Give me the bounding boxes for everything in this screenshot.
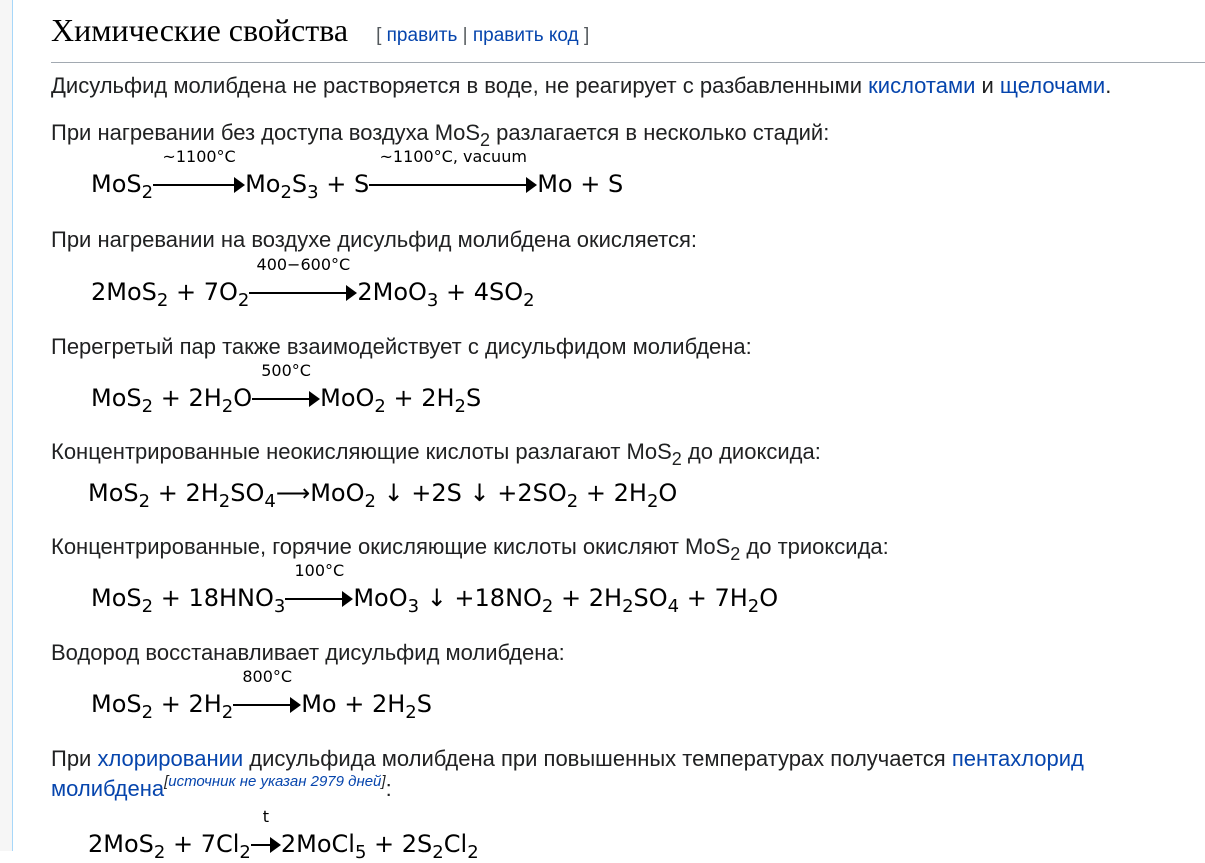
section-title: Химические свойства — [51, 12, 349, 48]
edit-code-link[interactable]: править код — [472, 25, 579, 46]
reaction-arrow: t — [251, 833, 281, 857]
equation-decomposition: MoS$_2$ ~1100°C $Mo_2S_3 + S$ ~1100°C, vacuum Mo + S — [91, 147, 624, 203]
edit-link[interactable]: править — [386, 25, 458, 46]
section-heading — [51, 10, 1205, 63]
left-border — [0, 0, 13, 851]
citation-needed: [источник не указан 2979 дней] — [164, 773, 386, 790]
reaction-arrow: 100°C — [285, 587, 353, 611]
edit-section-links: [ править | править код ] — [376, 25, 590, 46]
equation-chlorination: $2MoS_2 + 7Cl_2$ t 2MoCl$_5$ + $2S_2Cl_2$ — [88, 807, 479, 863]
equation-nonoxidizing-acids: $MoS_2 + 2H_2SO_4⟶MoO_2$ ↓ +2S ↓ $+2SO_2 + 2H_2O$ — [88, 479, 678, 512]
paragraph-oxidation: При нагревании на воздухе дисульфид молибдена окисляется: — [51, 227, 698, 252]
reaction-arrow: ⟶ — [275, 479, 311, 507]
equation-oxidation: $2MoS_2 + 7O_2$ 400−600°C $2MoO_3 + 4SO_2$ — [91, 255, 535, 311]
paragraph-solubility: Дисульфид молибдена не растворяется в воде, не реагирует с разбавленными кислотами и щелочами. — [51, 73, 1112, 98]
paragraph-nonoxidizing-acids: Концентрированные неокисляющие кислоты разлагают MoS$_2$ до диоксида: — [51, 439, 821, 469]
equation-oxidizing-acids: $MoS_2 + 18HNO_3$ 100°C MoO$_3$ ↓ $+18NO_2 + 2H_2SO_4 + 7H_2O$ — [91, 561, 779, 617]
citation-needed-link[interactable]: источник не указан 2979 дней — [168, 773, 382, 790]
reaction-arrow: ~1100°C, vacuum — [369, 173, 537, 197]
reaction-arrow: 800°C — [233, 693, 301, 717]
link-alkalis[interactable]: щелочами — [999, 73, 1106, 98]
paragraph-decomposition: При нагревании без доступа воздуха MoS$_2$ разлагается в несколько стадий: — [51, 120, 830, 150]
paragraph-chlorination: При хлорировании дисульфида молибдена при повышенных температурах получается пентахлорид молибдена[источник не указан 2979 дней]: — [51, 746, 1084, 801]
reaction-arrow: 400−600°C — [249, 281, 357, 305]
equation-hydrogen: $MoS_2 + 2H_2$ 800°C $Mo + 2H_2S$ — [91, 667, 432, 723]
paragraph-oxidizing-acids: Концентрированные, горячие окисляющие кислоты окисляют MoS$_2$ до триоксида: — [51, 534, 889, 564]
equation-steam: $MoS_2 + 2H_2O$ 500°C $MoO_2 + 2H_2S$ — [91, 361, 482, 417]
paragraph-steam: Перегретый пар также взаимодействует с дисульфидом молибдена: — [51, 334, 752, 359]
reaction-arrow: 500°C — [252, 387, 320, 411]
paragraph-hydrogen: Водород восстанавливает дисульфид молибдена: — [51, 640, 565, 665]
reaction-arrow: ~1100°C — [153, 173, 245, 197]
link-acids[interactable]: кислотами — [868, 73, 976, 98]
link-chlorination[interactable]: хлорировании — [97, 746, 244, 771]
link-pentachloride[interactable]: пентахлорид молибдена — [51, 746, 1084, 801]
